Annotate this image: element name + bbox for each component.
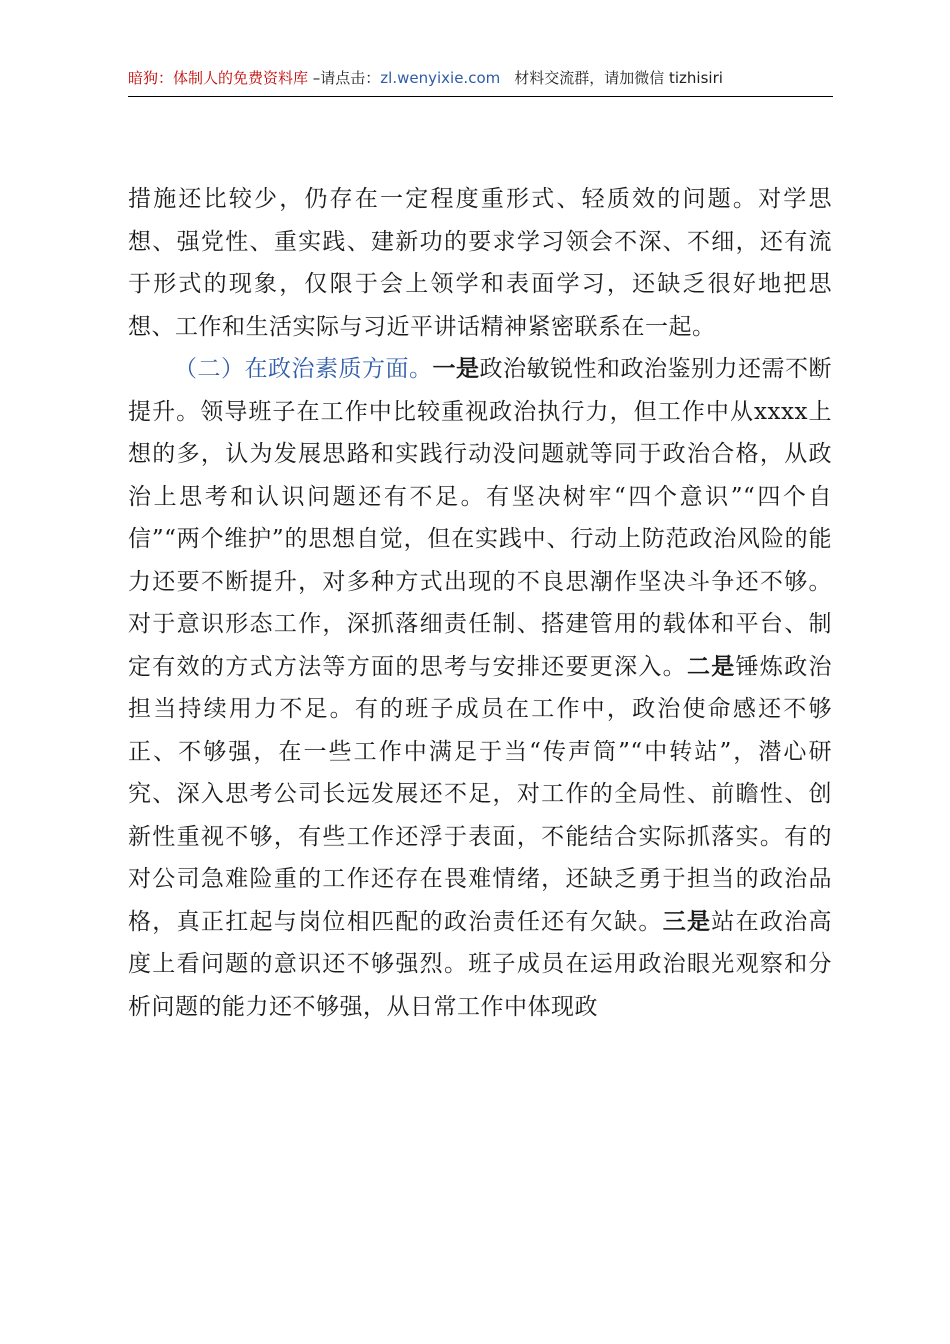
paragraph-2 [128, 348, 832, 1028]
section-heading: （二）在政治素质方面。 [174, 356, 433, 382]
ordinal-one: 一是 [432, 355, 480, 382]
page-header [128, 66, 833, 97]
ordinal-three: 三是 [662, 907, 712, 935]
ordinal-two: 二是 [686, 652, 736, 680]
header-click-prefix: –请点击： [308, 69, 381, 87]
point-one-text: 政治敏锐性和政治鉴别力还需不断提升。领导班子在工作中比较重视政治执行力，但工作中从xxxx上想的多，认为发展思路和实践行动没问题就等同于政治合格，从政治上思考和认识问题还有不足。有坚决树牢“四个意识”“四个自信”“两个维护”的思想自觉，但在实践中、行动上防范政治风险的能力还要不断提升，对多种方式出现的不良思潮作坚决斗争还不够。对于意识形态工作，深抓落细责任制、搭建管用的载体和平台、制定有效的方式方法等方面的思考与安排还要更深入。 [128, 356, 832, 680]
document-body [128, 178, 832, 1028]
paragraph-1: 措施还比较少，仍存在一定程度重形式、轻质效的问题。对学思想、强党性、重实践、建新功的要求学习领会不深、不细，还有流于形式的现象，仅限于会上领学和表面学习，还缺乏很好地把思想、工作和生活实际与习近平讲话精神紧密联系在一起。 [128, 186, 832, 340]
header-brand: 暗狗：体制人的免费资料库 [128, 69, 309, 87]
header-contact: 材料交流群，请加微信 tizhisiri [514, 69, 723, 87]
point-three-text: 站在政治高度上看问题的意识还不够强烈。班子成员在运用政治眼光观察和分析问题的能力还不够强，从日常工作中体现政 [128, 908, 833, 1020]
point-two-text: 锤炼政治担当持续用力不足。有的班子成员在工作中，政治使命感还不够正、不够强，在一些工作中满足于当“传声筒”“中转站”，潜心研究、深入思考公司长远发展还不足，对工作的全局性、前瞻性、创新性重视不够，有些工作还浮于表面，不能结合实际抓落实。有的对公司急难险重的工作还存在畏难情绪，还缺乏勇于担当的政治品格，真正扛起与岗位相匹配的政治责任还有欠缺。 [128, 653, 833, 935]
header-url-link[interactable]: zl.wenyixie.com [380, 69, 501, 87]
